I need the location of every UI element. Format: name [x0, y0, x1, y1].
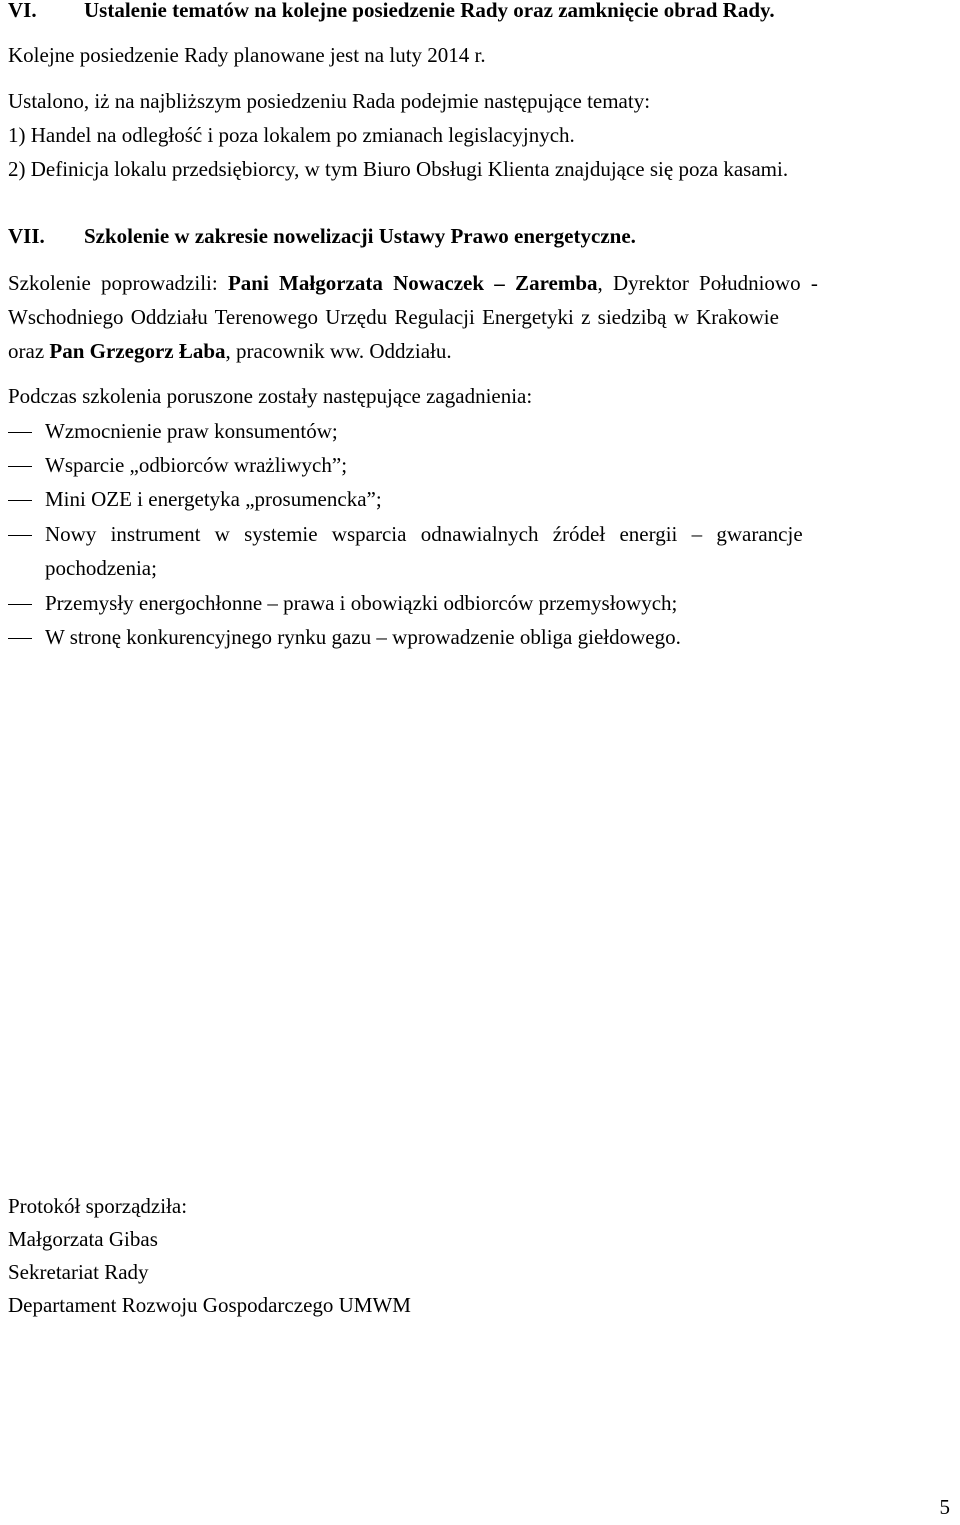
- list-item-text: Mini OZE i energetyka „prosumencka”;: [45, 487, 382, 511]
- section-6-line-2: Ustalono, iż na najbliższym posiedzeniu Rada podejmie następujące tematy:: [8, 89, 651, 113]
- list-item-text: Przemysły energochłonne – prawa i obowiązki odbiorców przemysłowych;: [45, 591, 678, 615]
- section-7-paragraph-line-1: [8, 270, 958, 296]
- section-7-number: VII.: [8, 224, 45, 248]
- topics-intro: Podczas szkolenia poruszone zostały następujące zagadnienia:: [8, 384, 533, 408]
- paragraph-line-3-suffix: , pracownik ww. Oddziału.: [225, 339, 452, 363]
- section-6-item-1: 1) Handel na odległość i poza lokalem po zmianach legislacyjnych.: [8, 123, 575, 147]
- signature-name: Małgorzata Gibas: [8, 1227, 158, 1251]
- paragraph-line-3-prefix: oraz: [8, 339, 50, 363]
- dash-bullet-icon: [8, 638, 32, 639]
- section-6-item-2: 2) Definicja lokalu przedsiębiorcy, w tym Biuro Obsługi Klienta znajdujące się poza kasami.: [8, 157, 789, 181]
- list-item-text: Nowy instrument w systemie wsparcia odnawialnych źródeł energii – gwarancje: [45, 522, 803, 546]
- trainer-1-name: Pani Małgorzata Nowaczek – Zaremba: [227, 271, 598, 295]
- section-6-number: VI.: [8, 0, 37, 22]
- trainer-2-name: Pan Grzegorz Łaba: [49, 339, 226, 363]
- dash-bullet-icon: [8, 500, 32, 501]
- list-item-text-continuation: pochodzenia;: [45, 556, 157, 580]
- signature-unit: Sekretariat Rady: [8, 1260, 149, 1284]
- dash-bullet-icon: [8, 432, 32, 433]
- section-7-paragraph-line-2: Wschodniego Oddziału Terenowego Urzędu Regulacji Energetyki z siedzibą w Krakowie: [8, 305, 779, 329]
- list-item-text: Wzmocnienie praw konsumentów;: [45, 419, 338, 443]
- list-item-text: W stronę konkurencyjnego rynku gazu – wprowadzenie obliga giełdowego.: [45, 625, 681, 649]
- signature-department: Departament Rozwoju Gospodarczego UMWM: [8, 1293, 411, 1317]
- section-7-paragraph-line-3: [8, 338, 958, 364]
- section-6-line-1: Kolejne posiedzenie Rady planowane jest na luty 2014 r.: [8, 43, 486, 67]
- section-6-title: Ustalenie tematów na kolejne posiedzenie Rady oraz zamknięcie obrad Rady.: [84, 0, 775, 22]
- section-7-title: Szkolenie w zakresie nowelizacji Ustawy Prawo energetyczne.: [84, 224, 636, 248]
- paragraph-suffix: , Dyrektor Południowo -: [597, 271, 818, 295]
- dash-bullet-icon: [8, 535, 32, 536]
- dash-bullet-icon: [8, 466, 32, 467]
- page-number: 5: [939, 1495, 950, 1519]
- signature-label: Protokół sporządziła:: [8, 1194, 188, 1218]
- dash-bullet-icon: [8, 604, 32, 605]
- paragraph-prefix: Szkolenie poprowadzili:: [8, 271, 228, 295]
- list-item-text: Wsparcie „odbiorców wrażliwych”;: [45, 453, 348, 477]
